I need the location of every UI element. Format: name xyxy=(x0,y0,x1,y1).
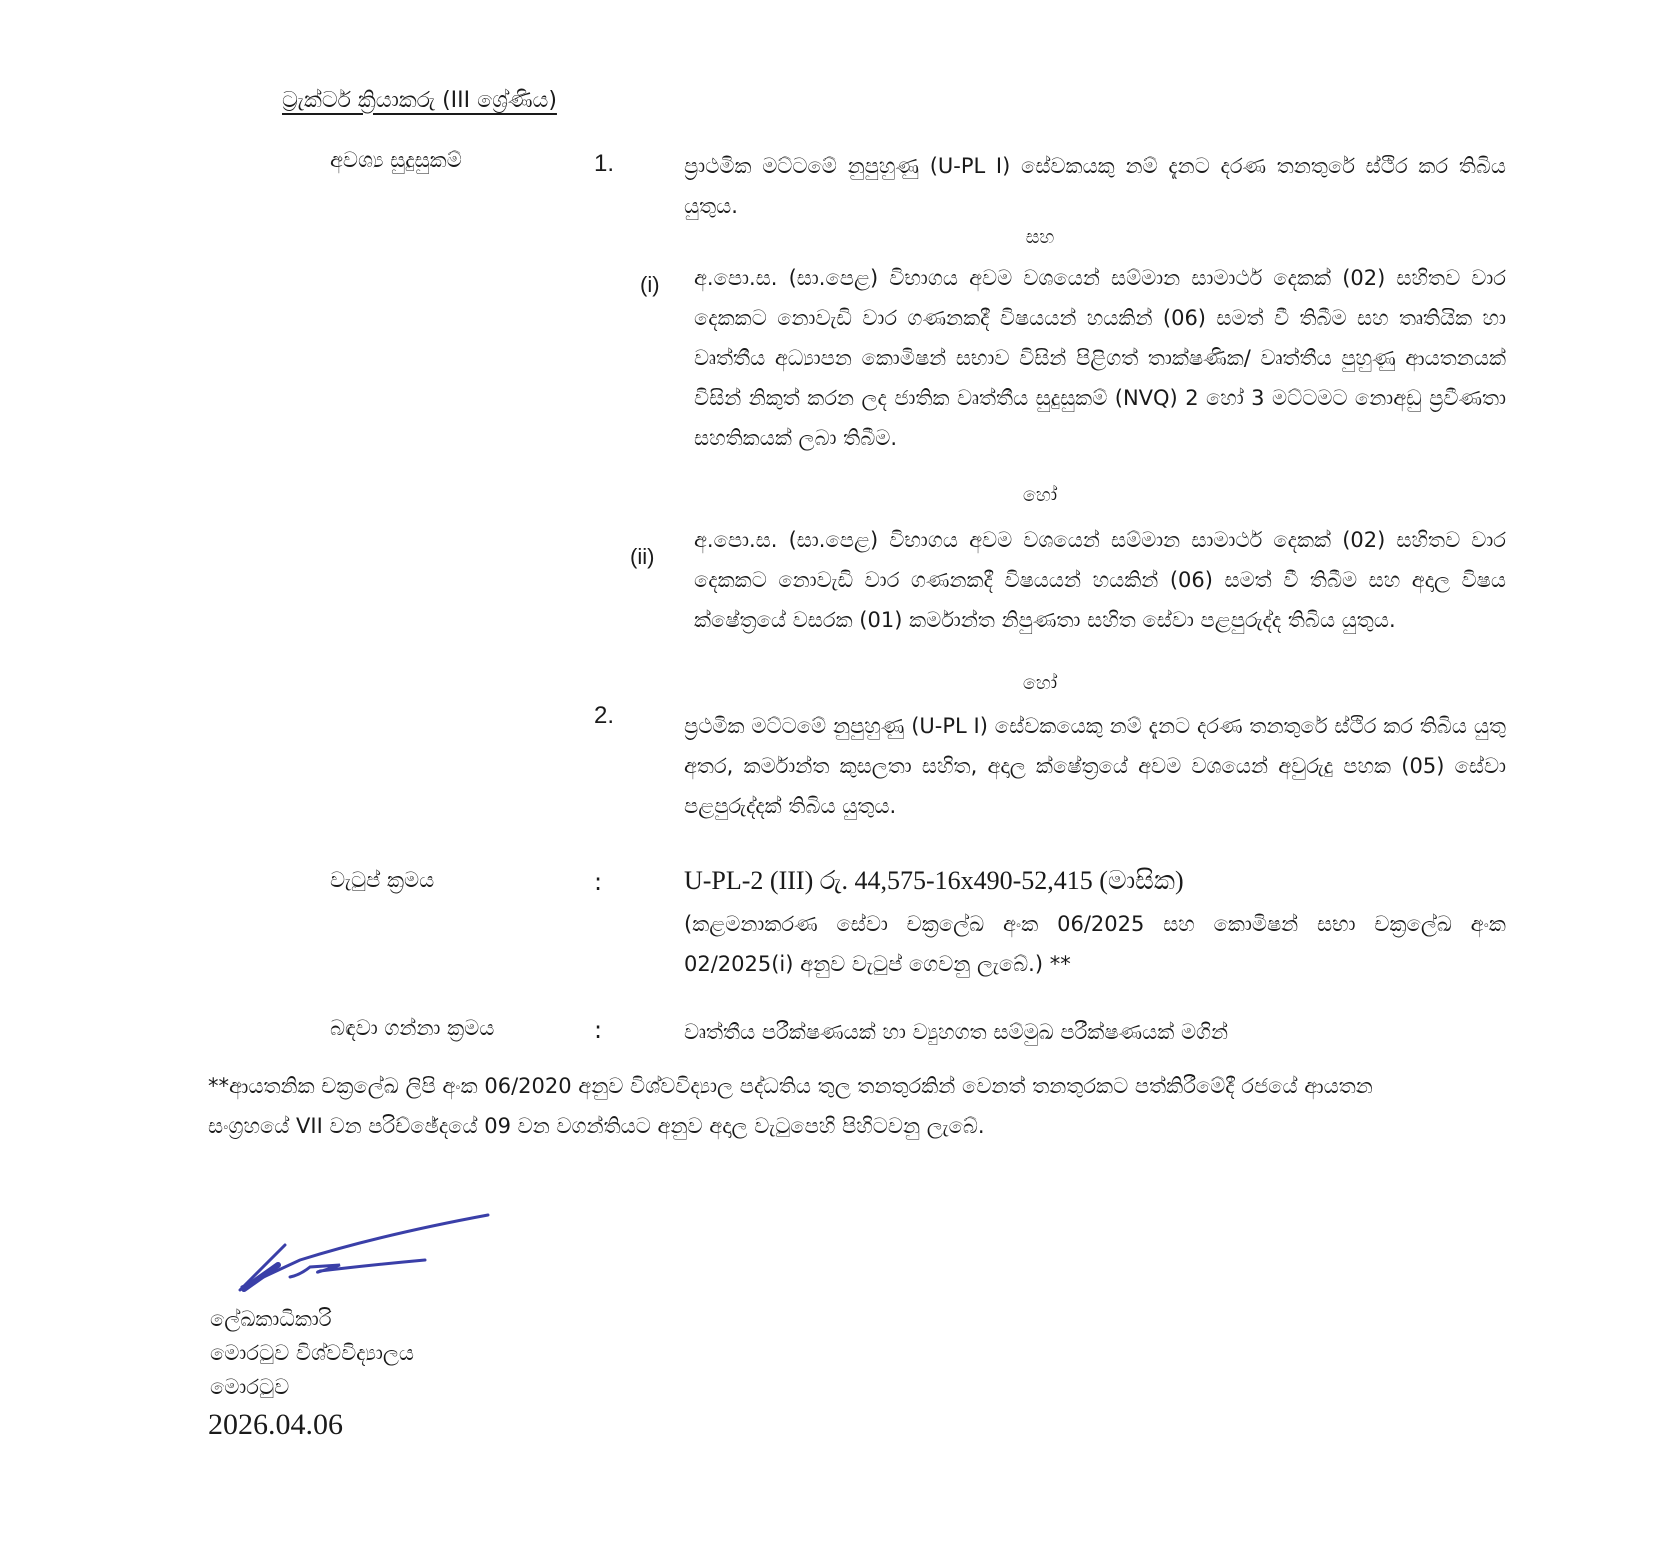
signatory-city: මොරටුව xyxy=(210,1375,290,1399)
option-1-text: ප්‍රාථමික මට්ටමේ නුපුහුණු (U-PL I) සේවකයකු නම් දැනට දරණ තනතුරේ ස්ථිර කර තිබිය යුතුය. xyxy=(684,154,1506,218)
salary-label: වැටුප් ක්‍රමය xyxy=(330,868,435,892)
sub-i-text: අ.පො.ස. (සා.පෙළ) විභාගය අවම වශයෙන් සම්මාන සාමාර්ථ දෙකක් (02) සහිතව වාර දෙකකට නොවැඩි වාර ගණනකදී විෂයයන් හයකින් (06) සමත් වී තිබීම සහ තෘතියික හා වෘත්තීය අධ්‍යාපන කොමිෂන් සභාව විසින් පිළිගත් තාක්ෂණික/ වෘත්තීය පුහුණු ආයතනයක් විසින් නිකුත් කරන ලද ජාතික වෘත්තීය සුදුසුකම් (NVQ) 2 හෝ 3 මට්ටමට නොඅඩු ප්‍රවීණතා සහතිකයක් ලබා තිබීම. xyxy=(694,266,1506,450)
sub-i-marker: (i) xyxy=(640,272,660,297)
recruitment-colon: : xyxy=(594,1016,603,1044)
option-2-text: ප්‍රථමික මට්ටමේ නුපුහුණු (U-PL I) සේවකයෙකු නම් දැනට දරණ තනතුරේ ස්ථිර කර තිබිය යුතු අතර, කර්මාන්ත කුසලතා සහිත, අදාල ක්ෂේත්‍රයේ අවම වශයෙන් අවුරුදු පහක (05) සේවා පළපුරුද්දක් තිබිය යුතුය. xyxy=(684,714,1506,818)
conjunction-or-2: හෝ xyxy=(1022,672,1058,694)
conjunction-and: සහ xyxy=(1025,226,1055,248)
salary-colon: : xyxy=(594,868,603,896)
footnote: **ආයතනික චක්‍රලේඛ ලිපි අංක 06/2020 අනුව විශ්වවිද්‍යාල පද්ධතිය තුල තනතුරකින් වෙනත් තනතුරකට පත්කිරීමේදී රජයේ ආයතන සංග්‍රහයේ VII වන පරිච්ඡේදයේ 09 වන වගන්තියට අනුව අදාල වැටුපෙහි පිහිටවනු ලැබේ. xyxy=(208,1074,1373,1138)
sub-ii-text: අ.පො.ස. (සා.පෙළ) විභාගය අවම වශයෙන් සම්මාන සාමාර්ථ දෙකක් (02) සහිතව වාර දෙකකට නොවැඩි වාර ගණනකදී විෂයයන් හයකින් (06) සමත් වී තිබීම සහ අදාල විෂය ක්ෂේත්‍රයේ වසරක (01) කර්මාන්ත නිපුණතා සහිත සේවා පළපුරුද්ද තිබිය යුතුය. xyxy=(694,528,1506,632)
signatory-designation: ලේඛකාධිකාරි xyxy=(210,1307,332,1331)
qualifications-label: අවශ්‍ය සුදුසුකම් xyxy=(330,148,462,172)
signature-icon xyxy=(230,1205,500,1295)
recruitment-label: බඳවා ගන්නා ක්‍රමය xyxy=(330,1016,495,1040)
option-2-number: 2. xyxy=(594,702,615,729)
recruitment-text: වෘත්තීය පරීක්ෂණයක් හා ව්‍යුහගත සම්මුඛ පරීක්ෂණයක් මගින් xyxy=(684,1020,1229,1044)
option-1-number: 1. xyxy=(594,150,615,177)
conjunction-or-1: හෝ xyxy=(1022,484,1058,506)
sub-ii-marker: (ii) xyxy=(630,544,655,569)
document-date: 2026.04.06 xyxy=(208,1408,343,1441)
signatory-institution: මොරටුව විශ්වවිද්‍යාලය xyxy=(210,1341,414,1365)
salary-scale: U-PL-2 (III) රු. 44,575-16x490-52,415 (මාසික) xyxy=(684,866,1184,895)
document-title: ට්‍රැක්ටර් ක්‍රියාකරු (III ශ්‍රේණිය) xyxy=(282,88,557,113)
salary-note: (කළමනාකරණ සේවා චක්‍රලේඛ අංක 06/2025 සහ කොමිෂන් සභා චක්‍රලේඛ අංක 02/2025(i) අනුව වැටුප් ගෙවනු ලැබේ.) ** xyxy=(684,912,1506,976)
